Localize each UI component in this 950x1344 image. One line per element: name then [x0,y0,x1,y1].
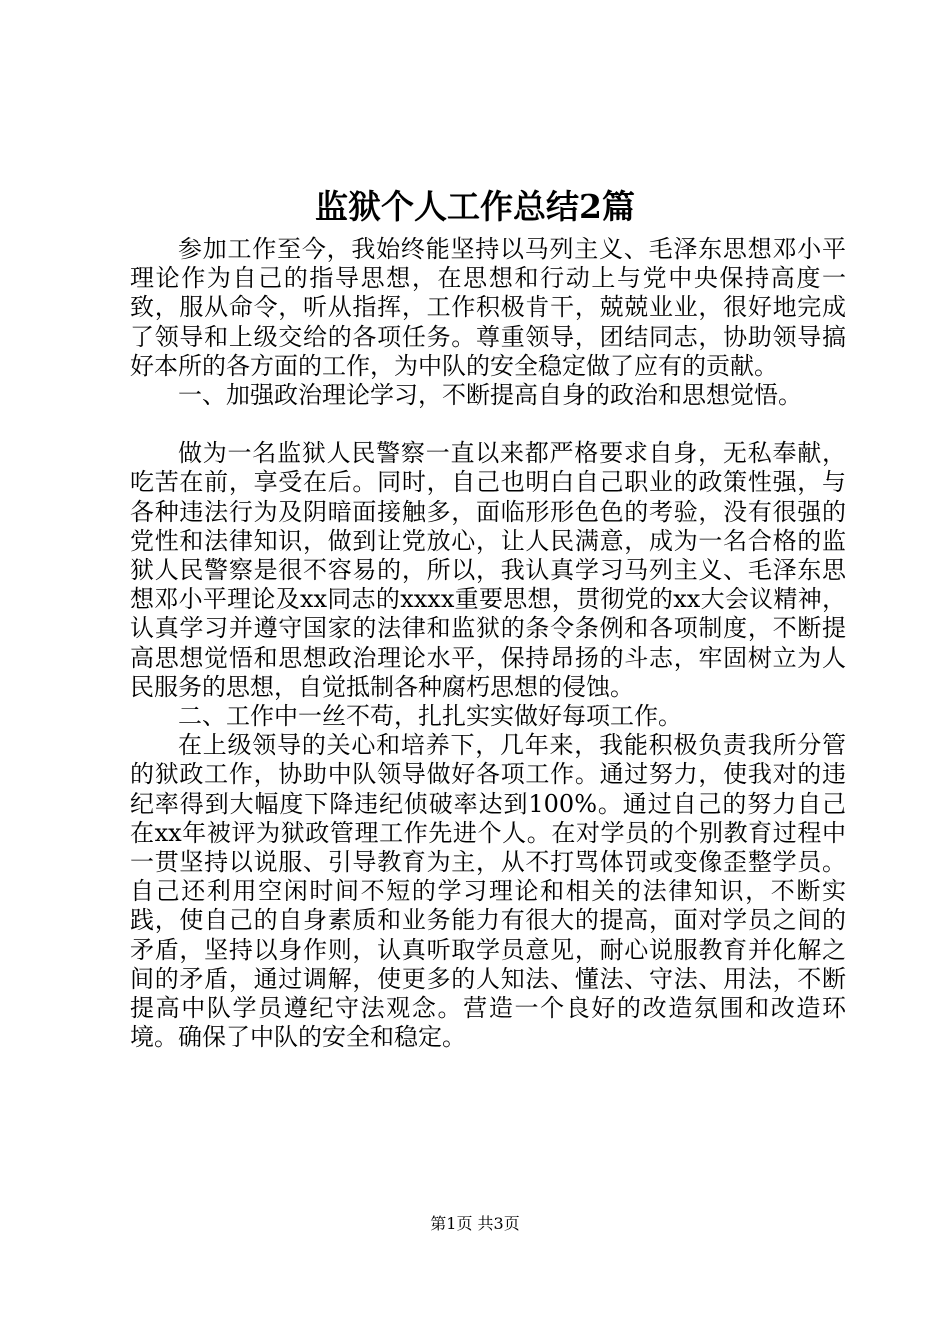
document-body [130,235,846,1052]
document-title: 监狱个人工作总结2篇 [315,187,635,226]
paragraph-section-1: 做为一名监狱人民警察一直以来都严格要求自身，无私奉献，吃苦在前，享受在后。同时，自己也明白自己职业的政策性强，与各种违法行为及阴暗面接触多，面临形形色色的考验，没有很强的党性和法律知识，做到让党放心，让人民满意，成为一名合格的监狱人民警察是很不容易的，所以，我认真学习马列主义、毛泽东思想邓小平理论及xx同志的xxxx重要思想，贯彻党的xx大会议精神，认真学习并遵守国家的法律和监狱的条令条例和各项制度，不断提高思想觉悟和思想政治理论水平，保持昂扬的斗志，牢固树立为人民服务的思想，自觉抵制各种腐朽思想的侵蚀。 [130,439,846,701]
section-heading-1: 一、加强政治理论学习，不断提高自身的政治和思想觉悟。 [178,381,802,410]
page-number-footer: 第1页 共3页 [430,1214,520,1233]
paragraph-intro: 参加工作至今，我始终能坚持以马列主义、毛泽东思想邓小平理论作为自己的指导思想，在思想和行动上与党中央保持高度一致，服从命令，听从指挥，工作积极肯干，兢兢业业，很好地完成了领导和上级交给的各项任务。尊重领导，团结同志，协助领导搞好本所的各方面的工作，为中队的安全稳定做了应有的贡献。 [130,235,846,380]
section-heading-2: 二、工作中一丝不苟，扎扎实实做好每项工作。 [178,702,682,731]
paragraph-section-2: 在上级领导的关心和培养下，几年来，我能积极负责我所分管的狱政工作，协助中队领导做好各项工作。通过努力，使我对的违纪率得到大幅度下降违纪侦破率达到100%。通过自己的努力自己在xx年被评为狱政管理工作先进个人。在对学员的个别教育过程中一贯坚持以说服、引导教育为主，从不打骂体罚或变像歪整学员。自己还利用空闲时间不短的学习理论和相关的法律知识，不断实践，使自己的自身素质和业务能力有很大的提高，面对学员之间的矛盾，坚持以身作则，认真听取学员意见，耐心说服教育并化解之间的矛盾，通过调解，使更多的人知法、懂法、守法、用法，不断提高中队学员遵纪守法观念。营造一个良好的改造氛围和改造环境。确保了中队的安全和稳定。 [130,731,846,1052]
